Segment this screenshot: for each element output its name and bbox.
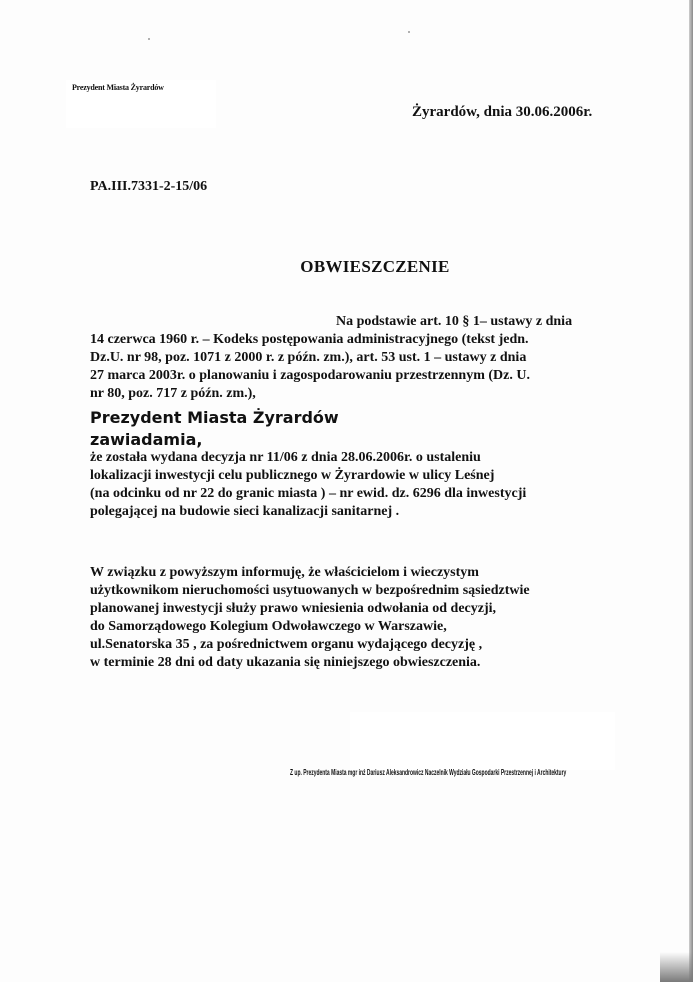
issuer-stamp: Prezydent Miasta Żyrardów [72, 83, 164, 92]
text-line: lokalizacji inwestycji celu publicznego w Żyrardowie w ulicy Leśnej [90, 468, 495, 483]
text-line: (na odcinku od nr 22 do granic miasta ) – nr ewid. dz. 6296 dla inwestycji [90, 486, 527, 501]
authority-block [90, 407, 339, 451]
decision-paragraph [90, 449, 620, 521]
text-line: polegającej na budowie sieci kanalizacji sanitarnej . [90, 504, 400, 519]
text-line: Dz.U. nr 98, poz. 1071 z 2000 r. z późn. zm.), art. 53 ust. 1 – ustawy z dnia [90, 350, 527, 365]
text-line: że została wydana decyzja nr 11/06 z dnia 28.06.2006r. o ustaleniu [90, 450, 481, 465]
text-line: 14 czerwca 1960 r. – Kodeks postępowania administracyjnego (tekst jedn. [90, 332, 529, 347]
reference-number: PA.III.7331-2-15/06 [90, 179, 208, 194]
text-line: Na podstawie art. 10 § 1– ustawy z dnia [336, 314, 573, 329]
signature-area [350, 712, 615, 770]
place-and-date: Żyrardów, dnia 30.06.2006r. [412, 104, 593, 120]
scan-edge-bottom [660, 952, 693, 982]
document-title: OBWIESZCZENIE [300, 257, 450, 276]
scan-speck [408, 31, 410, 33]
scan-speck [148, 38, 150, 40]
appeal-paragraph [90, 564, 620, 672]
text-line: nr 80, poz. 717 z późn. zm.), [90, 386, 256, 401]
authority-name: Prezydent Miasta Żyrardów [90, 408, 339, 427]
signature-stamp: Z up. Prezydenta Miasta mgr inż Dariusz Aleksandrowicz Naczelnik Wydziału Gospodarki Przestrzennej i Architektury [290, 768, 567, 777]
scan-edge-right [689, 0, 693, 982]
text-line: ul.Senatorska 35 , za pośrednictwem organu wydającego decyzję , [90, 637, 483, 652]
text-line: W związku z powyższym informuję, że właścicielom i wieczystym [90, 565, 479, 580]
text-line: do Samorządowego Kolegium Odwoławczego w Warszawie, [90, 619, 447, 634]
legal-basis-paragraph [90, 313, 620, 403]
text-line: 27 marca 2003r. o planowaniu i zagospodarowaniu przestrzennym (Dz. U. [90, 368, 530, 383]
text-line: planowanej inwestycji służy prawo wniesienia odwołania od decyzji, [90, 601, 497, 616]
authority-verb: zawiadamia, [90, 430, 203, 449]
text-line: użytkownikom nieruchomości usytuowanych w bezpośrednim sąsiedztwie [90, 583, 530, 598]
text-line: w terminie 28 dni od daty ukazania się niniejszego obwieszczenia. [90, 655, 481, 670]
